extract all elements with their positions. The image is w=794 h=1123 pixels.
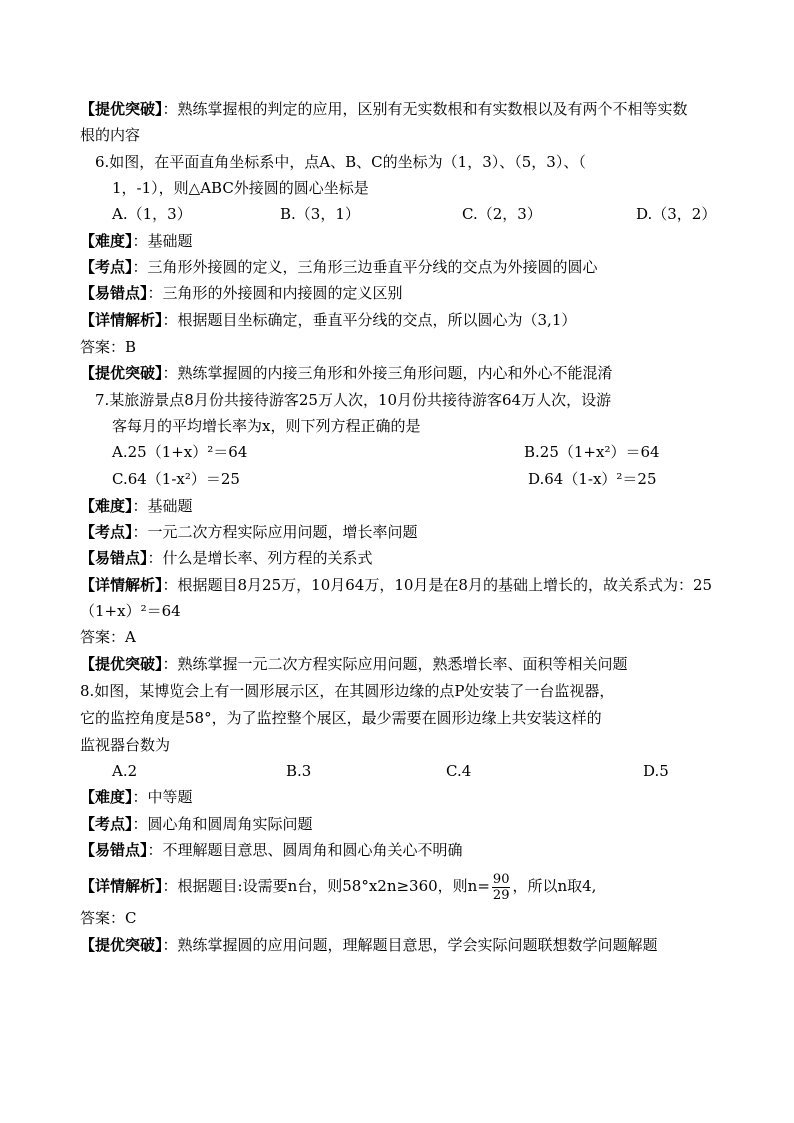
point-text: ：三角形外接圆的定义，三角形三边垂直平分线的交点为外接圆的圆心 xyxy=(132,258,598,276)
analysis-text: ：根据题目:设需要n台，则58°x2n≥360，则n= xyxy=(162,877,490,895)
q6-option-b: B.（3，1） xyxy=(280,205,360,223)
q6-option-a: A.（1，3） xyxy=(112,205,192,223)
error-text: ：不理解题目意思、圆周角和圆心角关心不明确 xyxy=(147,841,463,859)
q8-stem-3: 监视器台数为 xyxy=(80,736,171,754)
q6-stem-2: 1，-1），则△ABC外接圆的圆心坐标是 xyxy=(112,179,369,197)
q7-difficulty xyxy=(80,496,730,516)
analysis-text: ：根据题目8月25万，10月64万，10月是在8月的基础上增长的，故关系式为：25 xyxy=(162,576,713,594)
error-label: 【易错点】 xyxy=(80,549,148,567)
point-text: ：一元二次方程实际应用问题，增长率问题 xyxy=(132,523,418,541)
q7-option-c: C.64（1-x²）＝25 xyxy=(112,470,240,488)
tip-text: ：熟练掌握根的判定的应用，区别有无实数根和有实数根以及有两个不相等实数 xyxy=(162,100,688,118)
q6-answer: 答案：B xyxy=(80,338,137,356)
point-text: ：圆心角和圆周角实际问题 xyxy=(132,815,313,833)
q7-point xyxy=(80,522,730,542)
fraction-denominator: 29 xyxy=(492,887,510,903)
difficulty-text: ：中等题 xyxy=(132,788,193,806)
difficulty-label: 【难度】 xyxy=(80,497,133,515)
q6-point xyxy=(80,257,730,277)
top-tip-line xyxy=(80,99,730,119)
q6-tip xyxy=(80,363,730,383)
error-label: 【易错点】 xyxy=(80,284,148,302)
tip-text: ：熟练掌握圆的内接三角形和外接三角形问题，内心和外心不能混淆 xyxy=(162,364,613,382)
q8-option-b: B.3 xyxy=(286,762,312,780)
q7-stem-1: 7.某旅游景点8月份共接待游客25万人次，10月份共接待游客64万人次，设游 xyxy=(95,391,612,409)
error-label: 【易错点】 xyxy=(80,841,148,859)
analysis-text: ：根据题目坐标确定，垂直平分线的交点，所以圆心为（3,1） xyxy=(162,311,577,329)
q6-option-d: D.（3，2） xyxy=(636,205,717,223)
tip-text: ：熟练掌握一元二次方程实际应用问题，熟悉增长率、面积等相关问题 xyxy=(162,655,628,673)
q7-tip xyxy=(80,654,730,674)
q6-difficulty xyxy=(80,231,730,251)
tip-label: 【提优突破】 xyxy=(80,364,163,382)
point-label: 【考点】 xyxy=(80,523,133,541)
q8-tip xyxy=(80,935,730,955)
analysis-label: 【详情解析】 xyxy=(80,576,163,594)
q8-option-d: D.5 xyxy=(643,762,669,780)
q7-stem-2: 客每月的平均增长率为x，则下列方程正确的是 xyxy=(112,417,421,435)
tip-label: 【提优突破】 xyxy=(80,100,163,118)
q7-analysis xyxy=(80,575,730,595)
q7-error xyxy=(80,548,730,568)
difficulty-text: ：基础题 xyxy=(132,497,193,515)
point-label: 【考点】 xyxy=(80,815,133,833)
q8-stem-2: 它的监控角度是58°，为了监控整个展区，最少需要在圆形边缘上共安装这样的 xyxy=(80,709,602,727)
tip-label: 【提优突破】 xyxy=(80,936,163,954)
q6-option-c: C.（2，3） xyxy=(462,205,542,223)
q7-option-b: B.25（1+x²）＝64 xyxy=(524,443,660,461)
q6-analysis xyxy=(80,310,730,330)
fraction xyxy=(492,872,511,903)
q6-error xyxy=(80,283,730,303)
q7-option-d: D.64（1-x）²＝25 xyxy=(528,470,657,488)
q8-answer: 答案：C xyxy=(80,909,137,927)
tip-label: 【提优突破】 xyxy=(80,655,163,673)
q8-point xyxy=(80,814,730,834)
q8-analysis xyxy=(80,870,730,902)
analysis-text-end: ，所以n取4, xyxy=(512,877,597,895)
q8-difficulty xyxy=(80,787,730,807)
q6-stem-1: 6.如图，在平面直角坐标系中，点A、B、C的坐标为（1，3）、（5，3）、（ xyxy=(95,153,586,171)
point-label: 【考点】 xyxy=(80,258,133,276)
q8-option-c: C.4 xyxy=(446,762,472,780)
q7-answer: 答案：A xyxy=(80,628,136,646)
difficulty-label: 【难度】 xyxy=(80,788,133,806)
top-tip-line-2: 根的内容 xyxy=(80,126,141,144)
analysis-label: 【详情解析】 xyxy=(80,877,163,895)
analysis-label: 【详情解析】 xyxy=(80,311,163,329)
q8-error xyxy=(80,840,730,860)
tip-text: ：熟练掌握圆的应用问题，理解题目意思，学会实际问题联想数学问题解题 xyxy=(162,936,658,954)
difficulty-text: ：基础题 xyxy=(132,232,193,250)
q8-option-a: A.2 xyxy=(112,762,138,780)
q7-option-a: A.25（1+x）²＝64 xyxy=(112,443,248,461)
difficulty-label: 【难度】 xyxy=(80,232,133,250)
error-text: ：什么是增长率、列方程的关系式 xyxy=(147,549,373,567)
q8-stem-1: 8.如图，某博览会上有一圆形展示区，在其圆形边缘的点P处安装了一台监视器， xyxy=(80,682,615,700)
error-text: ：三角形的外接圆和内接圆的定义区别 xyxy=(147,284,403,302)
q7-analysis-2: （1+x）²＝64 xyxy=(80,602,181,620)
fraction-numerator: 90 xyxy=(492,871,510,887)
